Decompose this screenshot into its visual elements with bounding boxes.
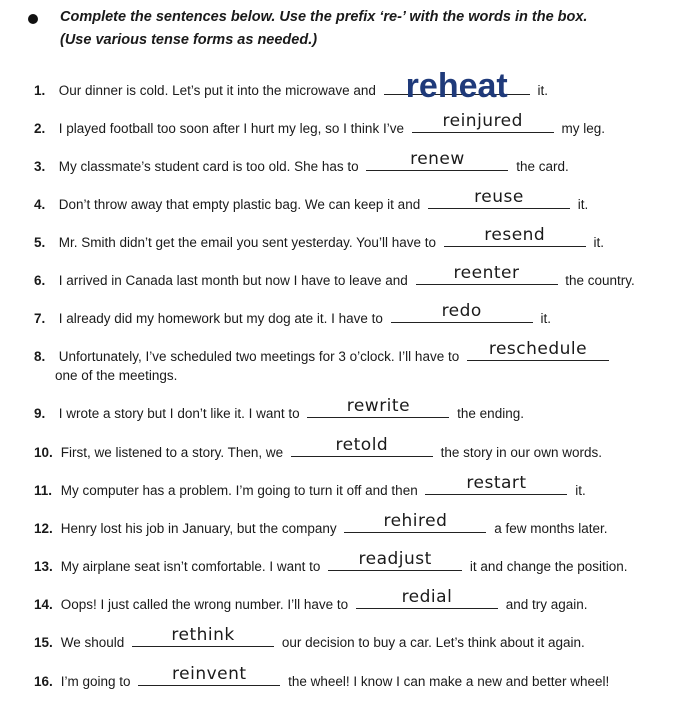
answer-text: rethink: [171, 625, 235, 645]
answer-blank[interactable]: [428, 187, 570, 209]
item-number: 9.: [34, 406, 46, 421]
item-number: 7.: [34, 311, 46, 326]
sentence-after: a few months later.: [494, 521, 608, 536]
answer-text: reinjured: [442, 111, 523, 131]
item-number: 5.: [34, 235, 46, 250]
answer-text: reheat: [405, 67, 508, 105]
sentence-after: the card.: [516, 159, 569, 174]
answer-blank[interactable]: [412, 111, 554, 133]
answer-blank[interactable]: [366, 149, 508, 171]
sentence-after: my leg.: [561, 121, 605, 136]
answer-blank[interactable]: [416, 263, 558, 285]
exercise-item-12: [34, 511, 684, 539]
item-number: 10.: [34, 445, 53, 460]
answer-text: restart: [466, 473, 527, 493]
answer-blank[interactable]: [138, 664, 280, 686]
item-number: 1.: [34, 83, 46, 98]
sentence-continuation: one of the meetings.: [55, 368, 178, 383]
answer-text: redial: [401, 587, 453, 607]
item-number: 15.: [34, 635, 53, 650]
answer-blank[interactable]: [391, 301, 533, 323]
sentence-after: it.: [575, 483, 586, 498]
answer-blank[interactable]: [344, 511, 486, 533]
exercise-item-13: [34, 549, 684, 577]
exercise-item-11: [34, 473, 684, 501]
item-number: 14.: [34, 597, 53, 612]
sentence-after: the country.: [565, 273, 635, 288]
exercise-item-3: [34, 149, 684, 177]
exercise-item-7: [34, 301, 684, 329]
sentence-before: Henry lost his job in January, but the company: [60, 521, 337, 536]
sentence-after: it.: [593, 235, 605, 250]
exercise-item-5: [34, 225, 684, 253]
bullet-icon: [28, 14, 38, 24]
exercise-item-2: [34, 111, 684, 139]
answer-text: rewrite: [346, 396, 411, 416]
answer-text: rehired: [383, 511, 448, 531]
item-number: 16.: [34, 674, 53, 689]
exercise-item-6: [34, 263, 684, 291]
answer-text: redo: [441, 301, 482, 321]
answer-blank[interactable]: [328, 549, 462, 571]
sentence-after: the ending.: [457, 406, 524, 421]
exercise-item-14: [34, 587, 684, 615]
answer-text: renew: [410, 149, 465, 169]
answer-text: reinvent: [172, 664, 247, 684]
answer-text: readjust: [358, 549, 432, 569]
answer-blank[interactable]: [307, 396, 449, 418]
sentence-before: We should: [60, 635, 125, 650]
exercise-item-15: [34, 625, 684, 653]
instructions-line-1: Complete the sentences below. Use the prefix ‘re-’ with the words in the box.: [60, 9, 588, 25]
item-number: 2.: [34, 121, 46, 136]
answer-blank[interactable]: [291, 435, 433, 457]
exercise-item-16: [34, 664, 684, 692]
sentence-after: it.: [540, 311, 551, 326]
sentence-before: I played football too soon after I hurt my leg, so I think I’ve: [58, 121, 404, 136]
exercise-item-8: [34, 339, 684, 367]
sentence-after: it.: [577, 197, 589, 212]
sentence-before: Don’t throw away that empty plastic bag. We can keep it and: [58, 197, 421, 212]
answer-text: reuse: [474, 187, 524, 207]
item-number: 11.: [34, 483, 53, 498]
answer-blank[interactable]: [444, 225, 586, 247]
item-number: 12.: [34, 521, 53, 536]
sentence-before: First, we listened to a story. Then, we: [60, 445, 284, 460]
answer-text: retold: [335, 435, 389, 455]
sentence-before: Mr. Smith didn’t get the email you sent yesterday. You’ll have to: [58, 235, 436, 250]
sentence-before: I wrote a story but I don’t like it. I want to: [58, 406, 300, 421]
item-number: 4.: [34, 197, 46, 212]
sentence-after: it and change the position.: [469, 559, 628, 574]
exercise-item-9: [34, 396, 684, 424]
answer-text: reenter: [453, 263, 520, 283]
sentence-before: My computer has a problem. I’m going to turn it off and then: [60, 483, 418, 498]
exercise-item-10: [34, 435, 684, 463]
exercise-item-1: [34, 67, 684, 105]
answer-blank[interactable]: [425, 473, 567, 495]
sentence-before: Our dinner is cold. Let’s put it into the microwave and: [58, 83, 376, 98]
answer-blank[interactable]: [384, 67, 530, 105]
answer-blank[interactable]: [356, 587, 498, 609]
item-number: 6.: [34, 273, 46, 288]
sentence-before: I arrived in Canada last month but now I have to leave and: [58, 273, 408, 288]
item-number: 3.: [34, 159, 46, 174]
item-number: 13.: [34, 559, 53, 574]
sentence-before: I’m going to: [60, 674, 131, 689]
sentence-after: the story in our own words.: [440, 445, 602, 460]
exercise-item-4: [34, 187, 684, 215]
sentence-before: I already did my homework but my dog ate it. I have to: [58, 311, 383, 326]
answer-text: reschedule: [488, 339, 588, 359]
sentence-after: it.: [537, 83, 548, 98]
answer-text: resend: [484, 225, 546, 245]
item-number: 8.: [34, 349, 46, 364]
sentence-before: Unfortunately, I’ve scheduled two meetings for 3 o’clock. I’ll have to: [58, 349, 460, 364]
instructions-line-2: (Use various tense forms as needed.): [60, 32, 318, 48]
sentence-after: the wheel! I know I can make a new and better wheel!: [288, 674, 610, 689]
sentence-before: My classmate’s student card is too old. She has to: [58, 159, 359, 174]
sentence-before: My airplane seat isn’t comfortable. I want to: [60, 559, 321, 574]
sentence-after: our decision to buy a car. Let’s think about it again.: [281, 635, 585, 650]
answer-blank[interactable]: [467, 339, 609, 361]
sentence-before: Oops! I just called the wrong number. I’ll have to: [60, 597, 349, 612]
answer-blank[interactable]: [132, 625, 274, 647]
sentence-after: and try again.: [505, 597, 588, 612]
